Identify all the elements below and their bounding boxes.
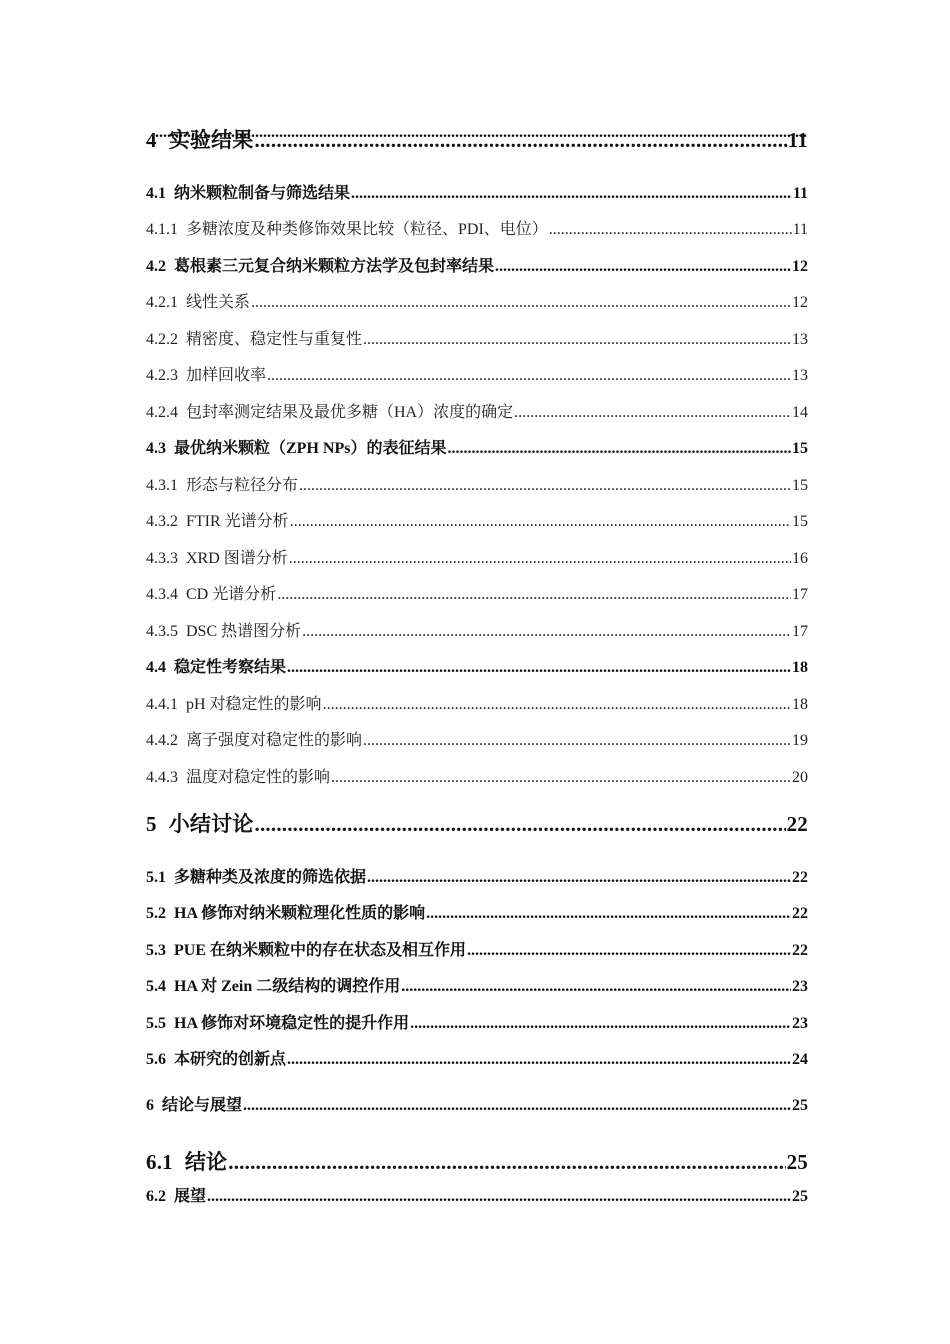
toc-entry-page: 19 (792, 732, 808, 749)
toc-entry-title: 最优纳米颗粒（ZPH NPs）的表征结果 (174, 440, 447, 457)
toc-entry-number: 6.1 (146, 1150, 173, 1174)
toc-entry-title: HA 修饰对环境稳定性的提升作用 (174, 1015, 410, 1032)
toc-entry-section[interactable] (146, 1092, 808, 1115)
toc-entry-subsection[interactable] (146, 691, 808, 714)
toc-dot-leader (410, 1015, 791, 1033)
toc-entry-section[interactable] (146, 180, 808, 203)
toc-entry-title: 多糖种类及浓度的筛选依据 (174, 869, 367, 886)
toc-entry-number: 5.2 (146, 905, 166, 922)
toc-dot-leader (447, 440, 791, 458)
toc-dot-leader (277, 586, 791, 604)
toc-entry-title: 葛根素三元复合纳米颗粒方法学及包封率结果 (174, 258, 495, 275)
toc-entry-page: 18 (792, 696, 808, 713)
toc-entry-page: 11 (792, 221, 808, 238)
toc-entry-number: 4.1 (146, 185, 166, 202)
toc-entry-title: 结论与展望 (162, 1097, 243, 1114)
toc-entry-page: 11 (787, 128, 808, 152)
toc-entry-page: 17 (792, 623, 808, 640)
toc-entry-title: HA 对 Zein 二级结构的调控作用 (174, 978, 401, 995)
toc-entry-number: 4.3.5 (146, 623, 178, 640)
toc-entry-number: 5 (146, 812, 157, 836)
toc-entry-page: 22 (792, 942, 808, 959)
toc-entry-number: 4 (146, 128, 157, 152)
toc-dot-leader (287, 659, 791, 677)
toc-dot-leader (299, 477, 791, 495)
toc-entry-number: 5.4 (146, 978, 166, 995)
toc-entry-number: 4.2.2 (146, 331, 178, 348)
toc-entry-number: 4.4 (146, 659, 166, 676)
toc-entry-subsection[interactable] (146, 545, 808, 568)
toc-entry-page: 14 (792, 404, 808, 421)
toc-entry-page: 23 (792, 1015, 808, 1032)
toc-dot-leader (495, 258, 791, 276)
toc-entry-page: 15 (792, 440, 808, 457)
toc-entry-page: 25 (786, 1150, 808, 1174)
toc-entry-number: 4.2 (146, 258, 166, 275)
toc-entry-page: 20 (792, 769, 808, 786)
toc-entry-page: 22 (786, 812, 808, 836)
toc-dot-leader (251, 294, 791, 312)
toc-dot-leader (290, 513, 791, 531)
toc-entry-section[interactable] (146, 1046, 808, 1069)
toc-dot-leader (467, 942, 791, 960)
toc-entry-subsection[interactable] (146, 508, 808, 531)
toc-entry-page: 18 (792, 659, 808, 676)
toc-dot-leader (207, 1188, 791, 1206)
toc-entry-number: 4.3.3 (146, 550, 178, 567)
toc-entry-page: 25 (792, 1097, 808, 1114)
toc-dot-leader (243, 1097, 791, 1115)
toc-entry-section[interactable] (146, 900, 808, 923)
toc-dot-leader (289, 550, 791, 568)
toc-entry-page: 16 (792, 550, 808, 567)
toc-entry-title: DSC 热谱图分析 (186, 623, 302, 640)
toc-dot-leader (228, 1150, 785, 1175)
toc-entry-page: 17 (792, 586, 808, 603)
toc-entry-page: 13 (792, 367, 808, 384)
toc-entry-title: 线性关系 (186, 294, 251, 311)
toc-entry-title: 加样回收率 (186, 367, 267, 384)
toc-entry-page: 15 (792, 513, 808, 530)
toc-entry-number: 5.3 (146, 942, 166, 959)
toc-entry-page: 12 (792, 294, 808, 311)
toc-entry-subsection[interactable] (146, 289, 808, 312)
toc-entry-title: CD 光谱分析 (186, 586, 277, 603)
toc-entry-subsection[interactable] (146, 581, 808, 604)
toc-entry-title: 多糖浓度及种类修饰效果比较（粒径、PDI、电位） (186, 221, 548, 238)
toc-dot-leader (267, 367, 791, 385)
toc-entry-title: 展望 (174, 1188, 207, 1205)
toc-entry-title: 包封率测定结果及最优多糖（HA）浓度的确定 (186, 404, 514, 421)
toc-entry-title: HA 修饰对纳米颗粒理化性质的影响 (174, 905, 426, 922)
toc-entry-title: 小结讨论 (168, 812, 254, 836)
toc-dot-leader (287, 1051, 791, 1069)
toc-entry-subsection[interactable] (146, 399, 808, 422)
toc-dot-leader (367, 869, 791, 887)
toc-entry-chapter[interactable] (146, 1146, 808, 1176)
toc-entry-subsection[interactable] (146, 362, 808, 385)
toc-entry-section[interactable] (146, 654, 808, 677)
toc-dot-leader (363, 732, 791, 750)
toc-dot-leader (331, 769, 791, 787)
toc-entry-title: PUE 在纳米颗粒中的存在状态及相互作用 (174, 942, 467, 959)
toc-entry-title: 离子强度对稳定性的影响 (186, 732, 363, 749)
toc-entry-section[interactable] (146, 253, 808, 276)
toc-entry-number: 4.2.3 (146, 367, 178, 384)
toc-dot-leader (351, 185, 792, 203)
toc-entry-subsection[interactable] (146, 216, 808, 239)
toc-entry-page: 22 (792, 869, 808, 886)
toc-dot-leader (302, 623, 791, 641)
toc-entry-number: 4.2.1 (146, 294, 178, 311)
toc-entry-number: 4.3.2 (146, 513, 178, 530)
toc-entry-number: 6.2 (146, 1188, 166, 1205)
toc-entry-title: 精密度、稳定性与重复性 (186, 331, 363, 348)
toc-entry-number: 4.3 (146, 440, 166, 457)
toc-entry-section[interactable] (146, 864, 808, 887)
toc-dot-leader (155, 124, 807, 142)
toc-entry-page: 22 (792, 905, 808, 922)
toc-entry-page: 11 (792, 185, 808, 202)
toc-entry-section[interactable] (146, 124, 808, 142)
toc-entry-number: 4.3.4 (146, 586, 178, 603)
toc-entry-number: 4.1.1 (146, 221, 178, 238)
toc-entry-number: 6 (146, 1097, 154, 1114)
toc-entry-subsection[interactable] (146, 764, 808, 787)
toc-entry-section[interactable] (146, 973, 808, 996)
toc-entry-page: 13 (792, 331, 808, 348)
toc-entry-section[interactable] (146, 937, 808, 960)
toc-dot-leader (514, 404, 791, 422)
toc-dot-leader (363, 331, 791, 349)
toc-entry-number: 5.1 (146, 869, 166, 886)
toc-entry-title: 纳米颗粒制备与筛选结果 (174, 185, 351, 202)
toc-entry-title: 本研究的创新点 (174, 1051, 287, 1068)
toc-entry-title: 温度对稳定性的影响 (186, 769, 331, 786)
toc-entry-section[interactable] (146, 435, 808, 458)
toc-entry-number: 4.4.1 (146, 696, 178, 713)
toc-entry-page: 24 (792, 1051, 808, 1068)
toc-dot-leader (426, 905, 791, 923)
toc-entry-number: 5.5 (146, 1015, 166, 1032)
toc-entry-number: 4.3.1 (146, 477, 178, 494)
toc-entry-title: 实验结果 (168, 128, 254, 152)
toc-entry-page: 23 (792, 978, 808, 995)
toc-entry-chapter[interactable] (146, 808, 808, 838)
toc-entry-title: pH 对稳定性的影响 (186, 696, 322, 713)
toc-entry-number: 4.2.4 (146, 404, 178, 421)
toc-entry-subsection[interactable] (146, 727, 808, 750)
toc-entry-title: XRD 图谱分析 (186, 550, 288, 567)
toc-entry-title: 形态与粒径分布 (186, 477, 299, 494)
toc-entry-title: FTIR 光谱分析 (186, 513, 289, 530)
toc-entry-page: 15 (792, 477, 808, 494)
toc-entry-subsection[interactable] (146, 618, 808, 641)
toc-entry-subsection[interactable] (146, 472, 808, 495)
toc-entry-number: 5.6 (146, 1051, 166, 1068)
toc-entry-number: 4.4.3 (146, 769, 178, 786)
toc-entry-page: 25 (792, 1188, 808, 1205)
toc-entry-subsection[interactable] (146, 326, 808, 349)
toc-dot-leader (549, 221, 792, 239)
toc-entry-section[interactable] (146, 1010, 808, 1033)
toc-entry-number: 4.4.2 (146, 732, 178, 749)
toc-dot-leader (401, 978, 791, 996)
toc-dot-leader (323, 696, 791, 714)
toc-entry-title: 结论 (184, 1150, 228, 1174)
toc-entry-page: 12 (792, 258, 808, 275)
toc-dot-leader (255, 812, 786, 837)
toc-entry-title: 稳定性考察结果 (174, 659, 287, 676)
toc-entry-section[interactable] (146, 1183, 808, 1206)
